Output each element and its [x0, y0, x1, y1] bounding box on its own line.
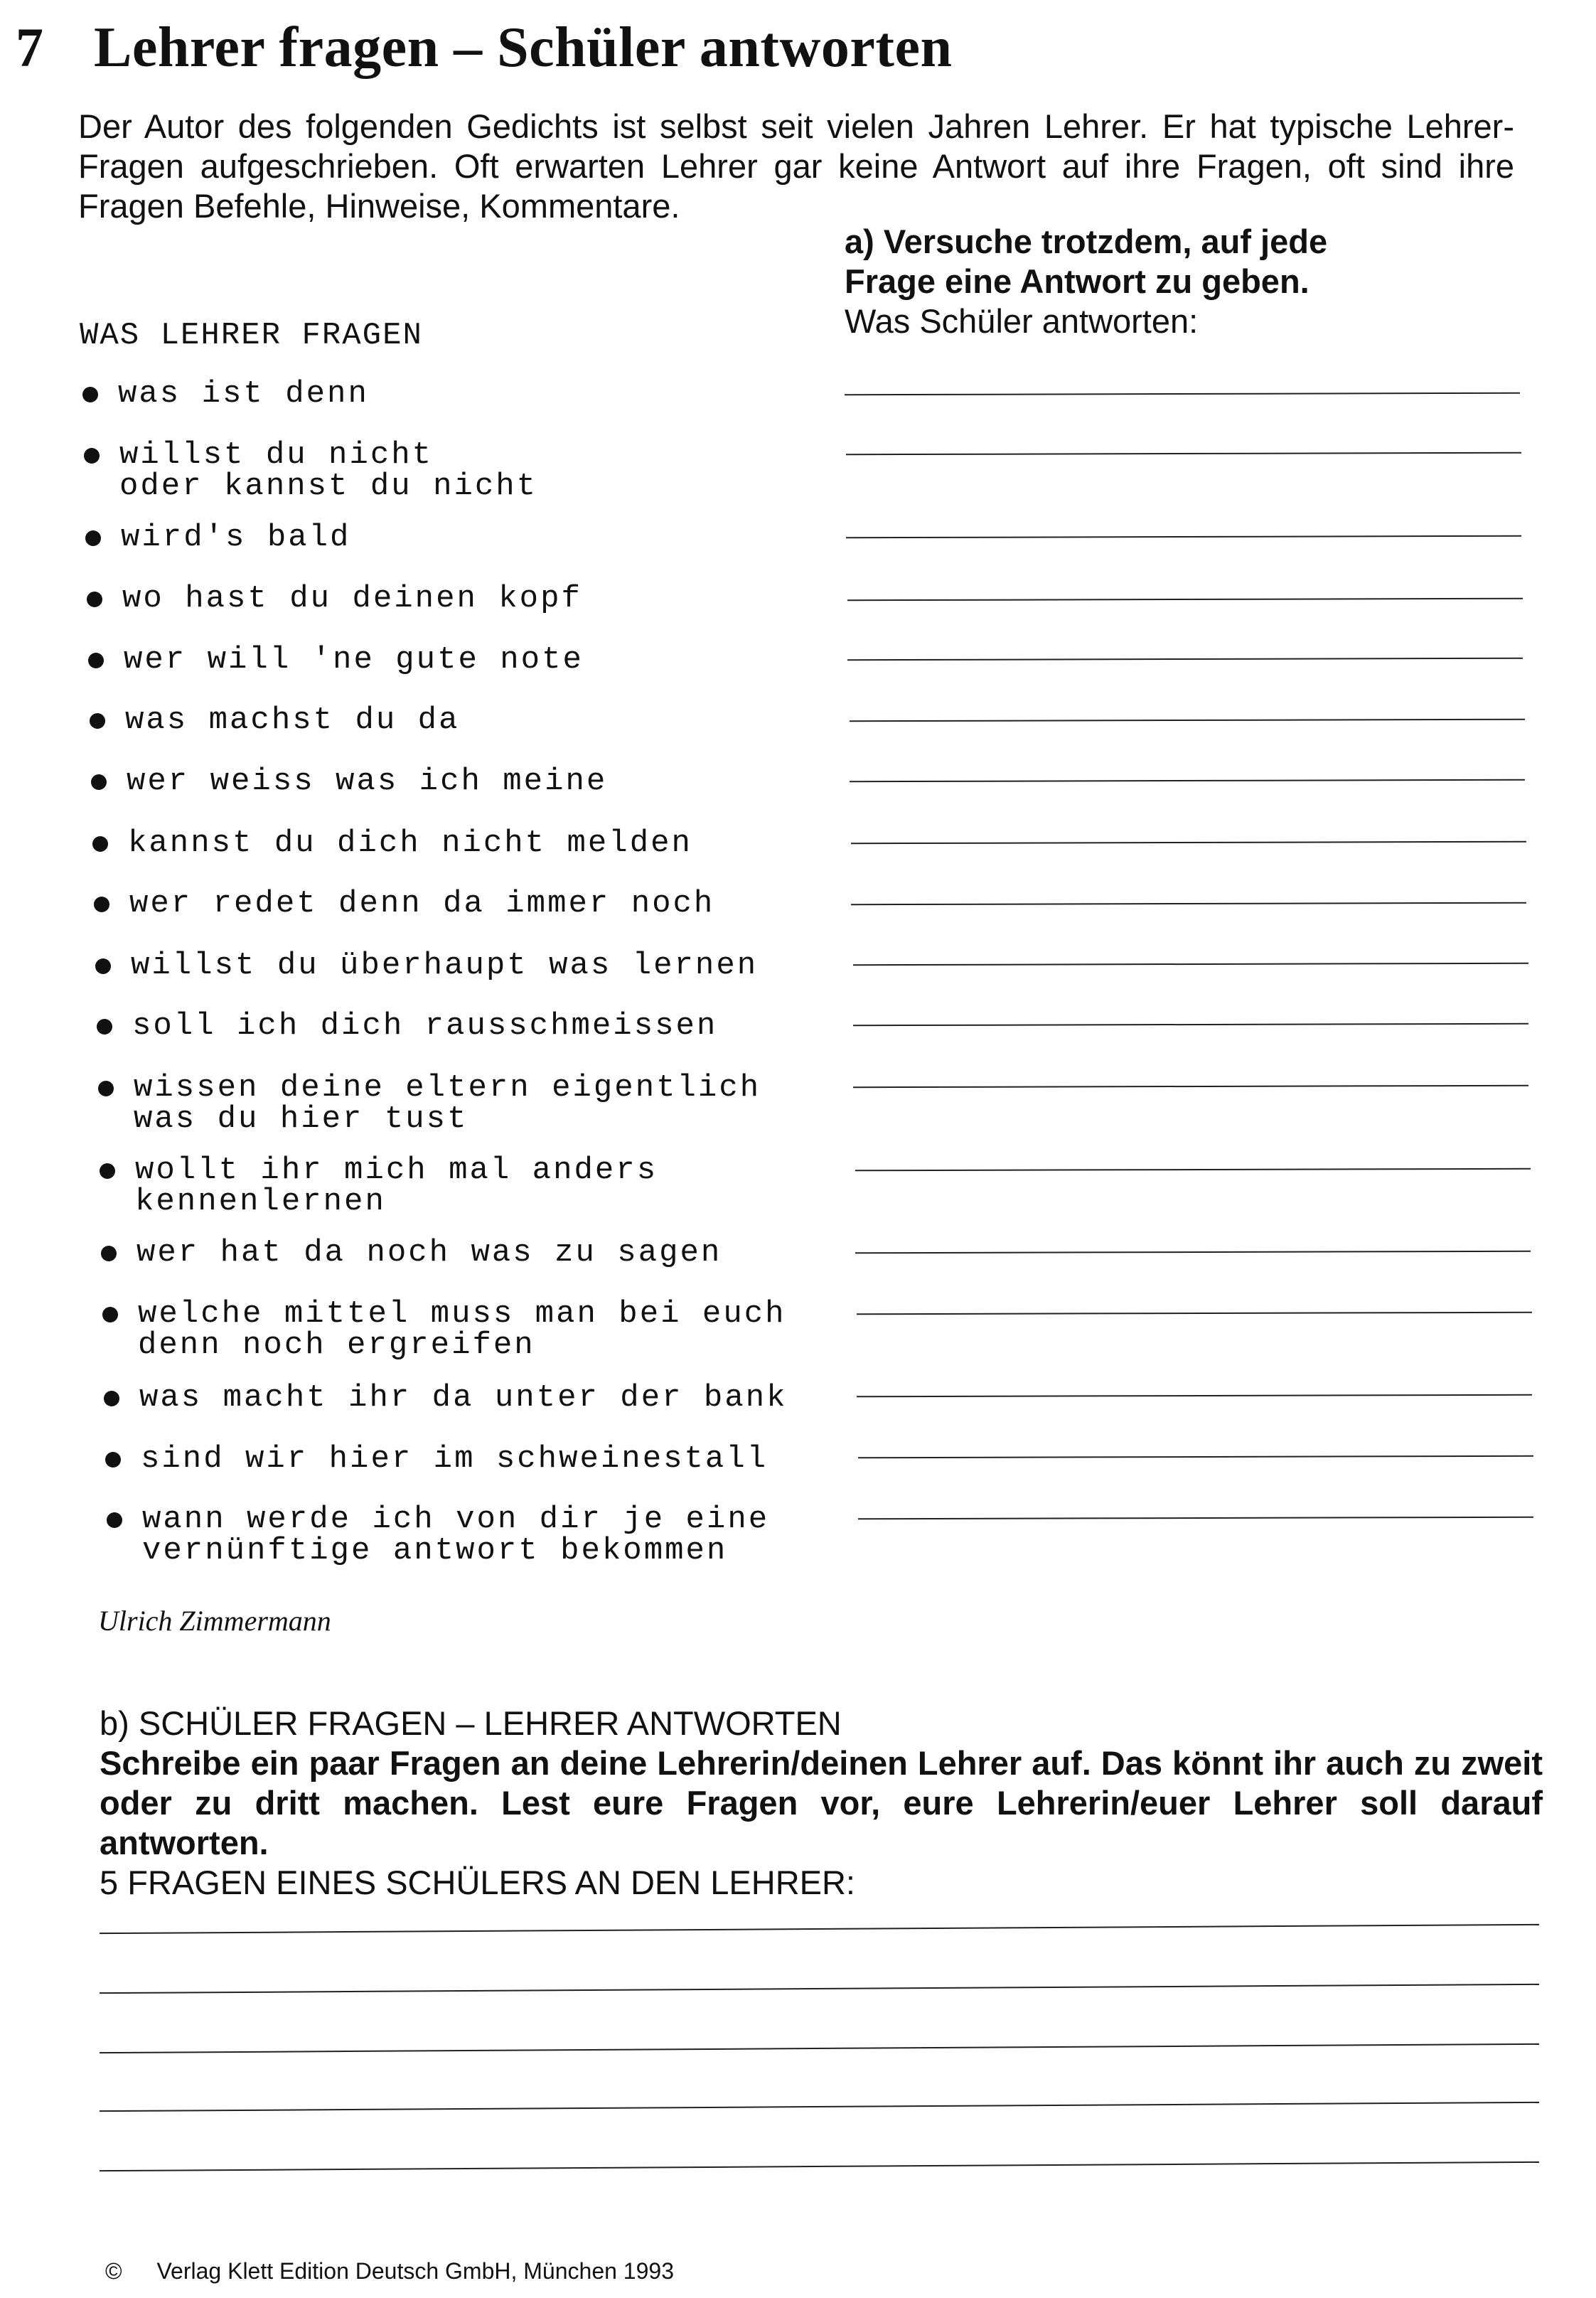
- writing-line[interactable]: [100, 2161, 1539, 2171]
- poem-question: [100, 1382, 1557, 1425]
- bullet-icon: [100, 1163, 115, 1179]
- bullet-icon: [97, 1019, 112, 1035]
- question-text: was macht ihr da unter der bank: [139, 1380, 788, 1416]
- poem-question: [82, 583, 1540, 626]
- poem-question: [95, 1153, 1553, 1219]
- question-text: wissen deine eltern eigentlich was du hier tust: [134, 1070, 761, 1137]
- bullet-icon: [95, 958, 111, 974]
- poem-question: [78, 378, 1536, 421]
- bullet-icon: [85, 530, 101, 546]
- poem-question: [90, 888, 1547, 931]
- bullet-icon: [90, 713, 105, 729]
- section-number: 7: [16, 16, 43, 78]
- bullet-icon: [105, 1452, 121, 1468]
- question-text: willst du überhaupt was lernen: [131, 948, 759, 983]
- question-text: soll ich dich rausschmeissen: [132, 1008, 718, 1044]
- bullet-icon: [102, 1307, 118, 1322]
- poem-question: [91, 950, 1548, 993]
- question-text: wer redet denn da immer noch: [129, 886, 715, 921]
- poem-question: [84, 644, 1541, 687]
- poem-question: [85, 702, 1543, 747]
- task-a-line-1: a) Versuche trotzdem, auf jede: [845, 223, 1328, 260]
- poem-question: [102, 1502, 1560, 1568]
- question-text: wer hat da noch was zu sagen: [136, 1235, 722, 1271]
- question-text: wann werde ich von dir je eine vernünftige antwort bekommen: [142, 1502, 770, 1568]
- task-b-subheading: 5 FRAGEN EINES SCHÜLERS AN DEN LEHRER:: [100, 1864, 855, 1901]
- question-text: wer weiss was ich meine: [127, 764, 608, 799]
- writing-line[interactable]: [100, 2043, 1539, 2053]
- question-text: willst du nicht oder kannst du nicht: [119, 437, 538, 504]
- bullet-icon: [94, 897, 109, 912]
- header: [16, 16, 952, 80]
- question-text: kannst du dich nicht melden: [128, 825, 692, 861]
- bullet-icon: [101, 1246, 117, 1261]
- poem-question: [94, 1070, 1551, 1137]
- bullet-icon: [82, 387, 98, 402]
- poem-question: [97, 1237, 1554, 1280]
- bullet-icon: [98, 1081, 114, 1096]
- page-title: Lehrer fragen – Schüler antworten: [94, 16, 953, 79]
- copyright-symbol: ©: [105, 2258, 122, 2284]
- poem-question: [101, 1443, 1558, 1486]
- poem-question: [87, 766, 1544, 808]
- poem-question: [88, 825, 1546, 870]
- question-text: wo hast du deinen kopf: [122, 581, 582, 616]
- poem-title: WAS LEHRER FRAGEN: [80, 318, 423, 353]
- poem-author: Ulrich Zimmermann: [98, 1605, 331, 1637]
- writing-line[interactable]: [100, 1924, 1539, 1934]
- writing-line[interactable]: [100, 2102, 1539, 2112]
- bullet-icon: [104, 1391, 119, 1406]
- question-text: was ist denn: [118, 376, 369, 412]
- bullet-icon: [84, 448, 100, 464]
- poem-question: [92, 1010, 1550, 1053]
- poem-question: [98, 1296, 1555, 1363]
- bullet-icon: [92, 836, 108, 852]
- task-b-instructions: [100, 1704, 1543, 1903]
- poem-question: [81, 522, 1538, 565]
- question-text: was machst du da: [125, 702, 460, 738]
- bullet-icon: [91, 774, 107, 790]
- task-a-line-2: Frage eine Antwort zu geben.: [845, 262, 1310, 300]
- bullet-icon: [107, 1512, 122, 1528]
- footer: [105, 2258, 674, 2284]
- task-a-instructions: [845, 222, 1527, 341]
- bullet-icon: [88, 653, 104, 668]
- question-text: welche mittel muss man bei euch denn noch ergreifen: [138, 1296, 786, 1363]
- task-a-subheading: Was Schüler antworten:: [845, 302, 1199, 340]
- question-text: sind wir hier im schweinestall: [141, 1441, 768, 1477]
- question-text: wollt ihr mich mal anders kennenlernen: [135, 1153, 658, 1219]
- publisher: Verlag Klett Edition Deutsch GmbH, München 1993: [156, 2258, 674, 2284]
- question-text: wer will 'ne gute note: [124, 642, 584, 678]
- bullet-icon: [87, 592, 102, 607]
- writing-line[interactable]: [100, 1984, 1539, 1994]
- intro-paragraph: Der Autor des folgenden Gedichts ist selbst seit vielen Jahren Lehrer. Er hat typische Lehrer-Fragen aufgeschrieben. Oft erwarten Lehrer gar keine Antwort auf ihre Fragen, oft sind ihre Fragen Befehle, Hinweise, Kommentare.: [78, 107, 1514, 225]
- task-b-heading: b) SCHÜLER FRAGEN – LEHRER ANTWORTEN: [100, 1704, 842, 1742]
- question-text: wird's bald: [121, 520, 351, 555]
- poem-question: [80, 437, 1537, 504]
- task-b-instruction: Schreibe ein paar Fragen an deine Lehrerin/deinen Lehrer auf. Das könnt ihr auch zu zweit oder zu dritt machen. Lest eure Fragen vor, eure Lehrerin/euer Lehrer soll darauf antworten.: [100, 1744, 1543, 1861]
